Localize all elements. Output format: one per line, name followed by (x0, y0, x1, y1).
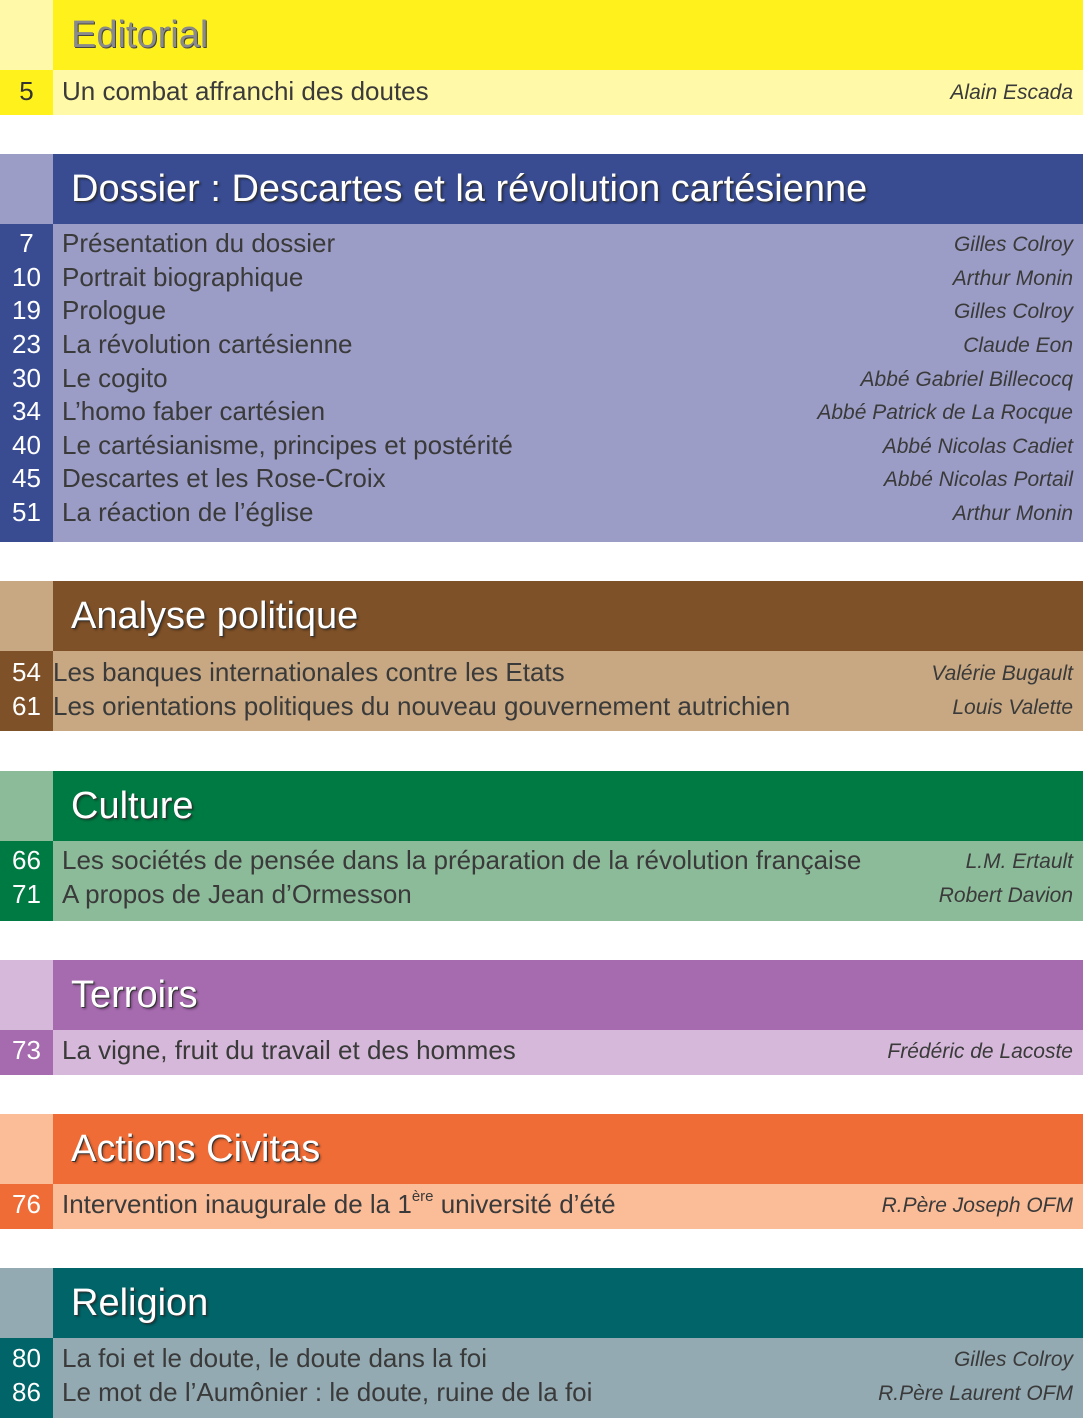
page-number: 86 (12, 1377, 41, 1407)
author-name: R.Père Joseph OFM (881, 1194, 1073, 1217)
toc-entry[interactable] (0, 428, 1083, 462)
article-title-text: La révolution cartésienne (62, 329, 353, 359)
section-0 (0, 0, 1083, 115)
toc-entry[interactable] (0, 226, 1083, 260)
author-name: Abbé Gabriel Billecocq (860, 368, 1073, 391)
article-title-text: Les sociétés de pensée dans la préparation de la révolution française (62, 845, 862, 875)
section-title: Religion (71, 1282, 209, 1324)
section-2 (0, 581, 1083, 731)
author-name: Abbé Patrick de La Rocque (817, 401, 1073, 424)
toc-entry[interactable] (0, 689, 1083, 723)
page-number: 45 (12, 463, 41, 493)
section-5 (0, 1114, 1083, 1229)
section-title: Terroirs (71, 974, 198, 1016)
section-header (0, 154, 1083, 224)
toc-entry[interactable] (0, 495, 1083, 529)
section-header (0, 581, 1083, 651)
toc-entry[interactable] (0, 361, 1083, 395)
page-number: 40 (12, 430, 41, 460)
author-name: Alain Escada (950, 81, 1073, 104)
section-header (0, 1268, 1083, 1338)
article-title (62, 497, 314, 527)
article-title-text: La vigne, fruit du travail et des hommes (62, 1035, 516, 1065)
article-title (62, 463, 386, 493)
toc-entry[interactable] (0, 260, 1083, 294)
article-title (62, 1035, 516, 1065)
page-number: 80 (12, 1343, 41, 1373)
author-name: Claude Eon (963, 334, 1073, 357)
article-title (62, 76, 429, 106)
header-stub (0, 771, 53, 841)
article-title-text: Intervention inaugurale de la 1 (62, 1189, 412, 1219)
author-name: L.M. Ertault (965, 850, 1073, 873)
header-stub (0, 581, 53, 651)
section-title: Culture (71, 785, 194, 827)
page-number: 76 (12, 1189, 41, 1219)
page-number: 30 (12, 363, 41, 393)
page-number: 51 (12, 497, 41, 527)
toc-entry[interactable] (0, 843, 1083, 877)
article-title-text: La foi et le doute, le doute dans la foi (62, 1343, 487, 1373)
article-title-text: Le mot de l’Aumônier : le doute, ruine de la foi (62, 1377, 593, 1407)
section-3 (0, 771, 1083, 921)
page-number: 66 (12, 845, 41, 875)
author-name: Gilles Colroy (953, 1348, 1073, 1371)
article-title (53, 691, 790, 721)
section-title: Dossier : Descartes et la révolution cartésienne (71, 168, 868, 210)
header-band (53, 960, 1083, 1030)
page-number: 61 (12, 691, 41, 721)
toc-entry[interactable] (0, 327, 1083, 361)
author-name: Louis Valette (952, 696, 1073, 719)
page-number: 19 (12, 295, 41, 325)
section-title: Analyse politique (71, 595, 359, 637)
section-header (0, 960, 1083, 1030)
article-title-text: A propos de Jean d’Ormesson (62, 879, 412, 909)
article-title-text: Prologue (62, 295, 167, 325)
article-title-text: Le cogito (62, 363, 168, 393)
toc-entry[interactable] (0, 293, 1083, 327)
header-stub (0, 154, 53, 224)
article-title-text-after: université d’été (433, 1189, 616, 1219)
header-stub (0, 960, 53, 1030)
header-band (53, 771, 1083, 841)
article-title-text: Portrait biographique (62, 262, 304, 292)
article-title-text: Présentation du dossier (62, 228, 336, 258)
article-title (62, 295, 166, 325)
author-name: R.Père Laurent OFM (878, 1382, 1073, 1405)
author-name: Abbé Nicolas Portail (883, 468, 1073, 491)
author-name: Gilles Colroy (953, 300, 1073, 323)
article-title-text: La réaction de l’église (62, 497, 314, 527)
article-title (62, 430, 513, 460)
article-title (62, 879, 412, 909)
page-number: 71 (12, 879, 41, 909)
author-name: Arthur Monin (952, 502, 1073, 525)
section-header (0, 771, 1083, 841)
section-4 (0, 960, 1083, 1075)
article-title-text: Le cartésianisme, principes et postérité (62, 430, 513, 460)
article-title-text: Descartes et les Rose-Croix (62, 463, 386, 493)
article-title (62, 396, 325, 426)
page-number: 10 (12, 262, 41, 292)
article-title-text: Les banques internationales contre les Etats (53, 657, 565, 687)
page-number: 23 (12, 329, 41, 359)
author-name: Valérie Bugault (931, 662, 1073, 685)
header-stub (0, 1114, 53, 1184)
section-1 (0, 154, 1083, 542)
article-title (53, 657, 565, 687)
section-title: Actions Civitas (71, 1128, 321, 1170)
author-name: Frédéric de Lacoste (887, 1040, 1073, 1063)
toc-entry[interactable] (0, 394, 1083, 428)
article-title (62, 363, 168, 393)
toc-entry[interactable] (0, 461, 1083, 495)
author-name: Arthur Monin (952, 267, 1073, 290)
toc-entry[interactable] (0, 1033, 1083, 1067)
page-number: 34 (12, 396, 41, 426)
toc-entry[interactable] (0, 1187, 1083, 1221)
article-title (62, 228, 335, 258)
section-title: Editorial (71, 14, 209, 56)
article-title (62, 1377, 592, 1407)
ordinal-superscript: ère (411, 1188, 434, 1205)
article-title-text: Un combat affranchi des doutes (62, 76, 429, 106)
author-name: Gilles Colroy (953, 233, 1073, 256)
article-title (62, 262, 303, 292)
article-title-text: Les orientations politiques du nouveau gouvernement autrichien (53, 691, 791, 721)
toc-entry[interactable] (0, 877, 1083, 911)
article-title (62, 845, 861, 875)
toc-entry[interactable] (0, 655, 1083, 689)
section-header (0, 1114, 1083, 1184)
article-title-text: L’homo faber cartésien (62, 396, 326, 426)
page-number: 73 (12, 1035, 41, 1065)
page-number: 54 (12, 657, 41, 687)
section-header (0, 0, 1083, 70)
toc-entry[interactable] (0, 74, 1083, 108)
page-number: 5 (19, 76, 34, 106)
author-name: Abbé Nicolas Cadiet (882, 435, 1073, 458)
page-number: 7 (19, 228, 34, 258)
author-name: Robert Davion (938, 884, 1073, 907)
section-6 (0, 1268, 1083, 1418)
toc-entry[interactable] (0, 1341, 1083, 1375)
header-stub (0, 1268, 53, 1338)
article-title (62, 329, 353, 359)
article-title (62, 1343, 487, 1373)
header-stub (0, 0, 53, 70)
toc-entry[interactable] (0, 1375, 1083, 1409)
article-title (62, 1189, 616, 1219)
